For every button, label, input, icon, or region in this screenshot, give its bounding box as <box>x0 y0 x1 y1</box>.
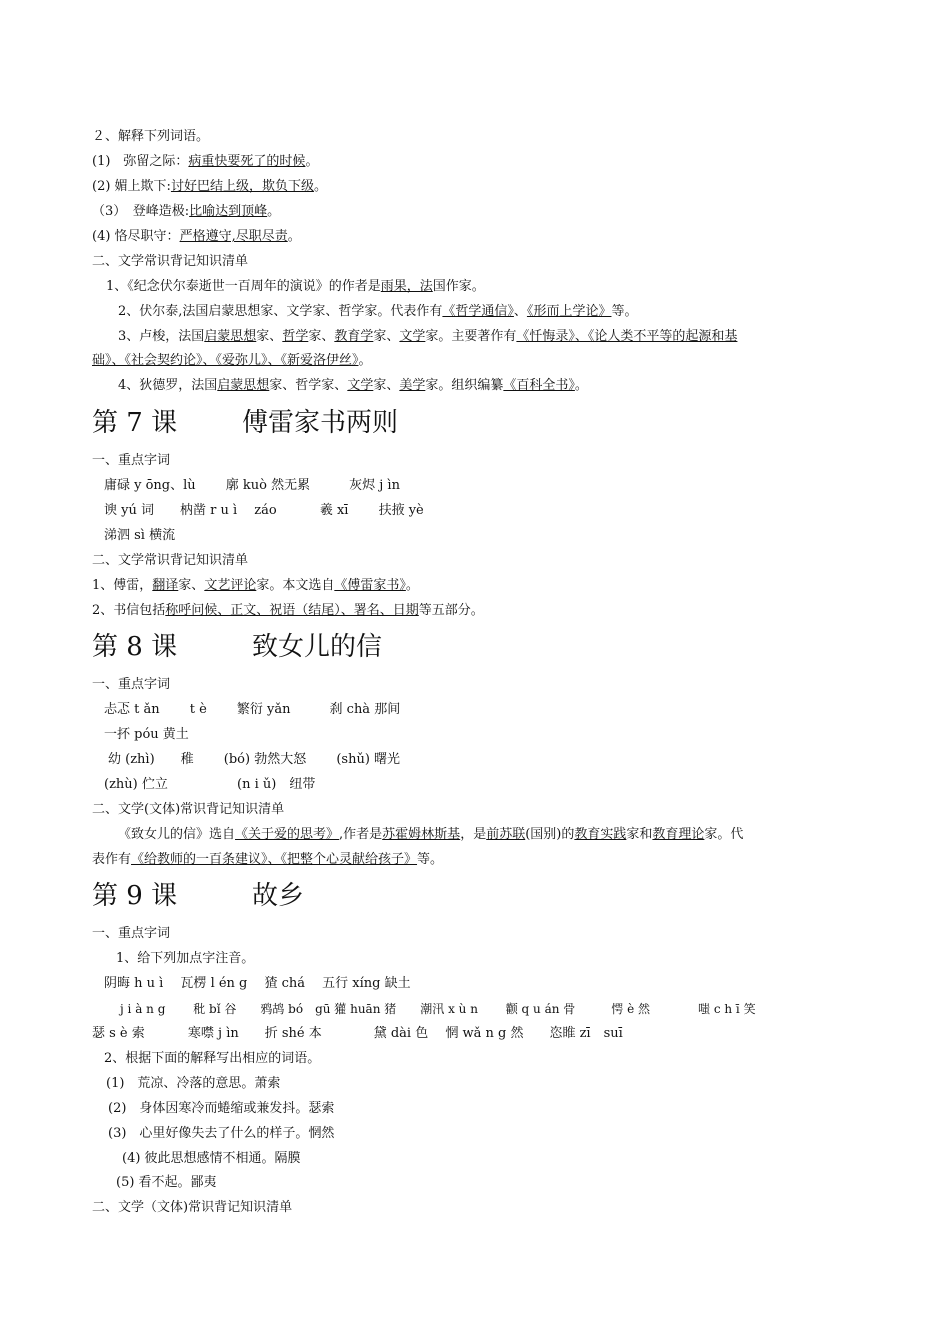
text-line: 2、书信包括称呼问候、正文、祝语（结尾）、署名、日期等五部分。 <box>92 603 484 618</box>
section-heading: 二、文学（文体)常识背记知识清单 <box>92 1200 293 1215</box>
text-line: j i à n g 秕 bǐ 谷 鸦鸪 bó gū 獾 huān 猪 潮汛 x ù n 颧 q u án 骨 愕 è 然 嗤 c h ī 笑 <box>120 1002 756 1016</box>
text-line: 础》、《社会契约论》、《爱弥儿》、《新爱洛伊丝》。 <box>92 353 372 368</box>
text-line: 幼 (zhì) 稚 (bó) 勃然大怒 (shǔ) 曙光 <box>108 752 401 767</box>
text-line: 涕泗 sì 横流 <box>104 528 176 543</box>
text-line: 1、傅雷，翻译家、文艺评论家。本文选自《傅雷家书》。 <box>92 578 419 593</box>
text-line: ２、解释下列词语。 <box>92 129 210 144</box>
text-line: (1) 弥留之际：病重快要死了的时候。 <box>92 154 319 169</box>
text-line: (2) 身体因寒冷而蜷缩或兼发抖。瑟索 <box>108 1101 335 1116</box>
text-line: (4) 恪尽职守：严格遵守,尽职尽责。 <box>92 229 301 244</box>
section-heading: 一、重点字词 <box>92 677 171 692</box>
text-line: 2、伏尔泰,法国启蒙思想家、文学家、哲学家。代表作有《哲学通信》、《形而上学论》等。 <box>118 304 638 319</box>
text-line: 忐忑 t ǎn t è 繁衍 yǎn 刹 chà 那间 <box>104 702 401 717</box>
section-heading: 二、文学常识背记知识清单 <box>92 254 249 269</box>
text-line: (2) 媚上欺下:讨好巴结上级，欺负下级。 <box>92 179 327 194</box>
text-line: (3) 心里好像失去了什么的样子。惘然 <box>108 1126 335 1141</box>
text-line: 一抔 póu 黄土 <box>104 727 189 742</box>
text-line: 1、给下列加点字注音。 <box>116 951 255 966</box>
lesson-9-heading: 第 9 课 故乡 <box>92 881 305 911</box>
text-line: (1) 荒凉、冷落的意思。萧索 <box>106 1076 281 1091</box>
text-line: 3、卢梭，法国启蒙思想家、哲学家、教育学家、文学家。主要著作有《忏悔录》、《论人类不平等的起源和基 <box>118 329 738 344</box>
text-line: 阴晦 h u ì 瓦楞 l én g 猹 chá 五行 xíng 缺土 <box>104 976 411 991</box>
text-line: 《致女儿的信》选自《关于爱的思考》,作者是苏霍姆林斯基，是前苏联(国别)的教育实践家和教育理论家。代 <box>118 827 744 842</box>
text-line: 表作有《给教师的一百条建议》、《把整个心灵献给孩子》等。 <box>92 852 444 867</box>
text-line: 谀 yú 词 枘凿 r u ì záo 羲 xī 扶掖 yè <box>104 503 424 518</box>
text-line: 2、根据下面的解释写出相应的词语。 <box>104 1051 321 1066</box>
section-heading: 二、文学(文体)常识背记知识清单 <box>92 802 285 817</box>
text-line: （3） 登峰造极:比喻达到顶峰。 <box>92 204 281 219</box>
lesson-7-heading: 第 7 课 傅雷家书两则 <box>92 408 399 438</box>
text-line: (zhù) 伫立 (n i ǔ) 纽带 <box>104 777 316 792</box>
section-heading: 二、文学常识背记知识清单 <box>92 553 249 568</box>
text-line: (5) 看不起。鄙夷 <box>116 1175 217 1190</box>
text-line: (4) 彼此思想感情不相通。隔膜 <box>122 1151 301 1166</box>
text-line: 1、《纪念伏尔泰逝世一百周年的演说》的作者是雨果，法国作家。 <box>106 279 485 294</box>
section-heading: 一、重点字词 <box>92 926 171 941</box>
text-line: 庸碌 y ōng、lù 廓 kuò 然无累 灰烬 j ìn <box>104 478 400 493</box>
text-line: 瑟 s è 索 寒噤 j ìn 折 shé 本 黛 dài 色 惘 wǎ n g 然 恣睢 zī suī <box>92 1026 623 1041</box>
section-heading: 一、重点字词 <box>92 453 171 468</box>
lesson-8-heading: 第 8 课 致女儿的信 <box>92 632 383 662</box>
text-line: 4、狄德罗，法国启蒙思想家、哲学家、文学家、美学家。组织编纂《百科全书》。 <box>118 378 588 393</box>
